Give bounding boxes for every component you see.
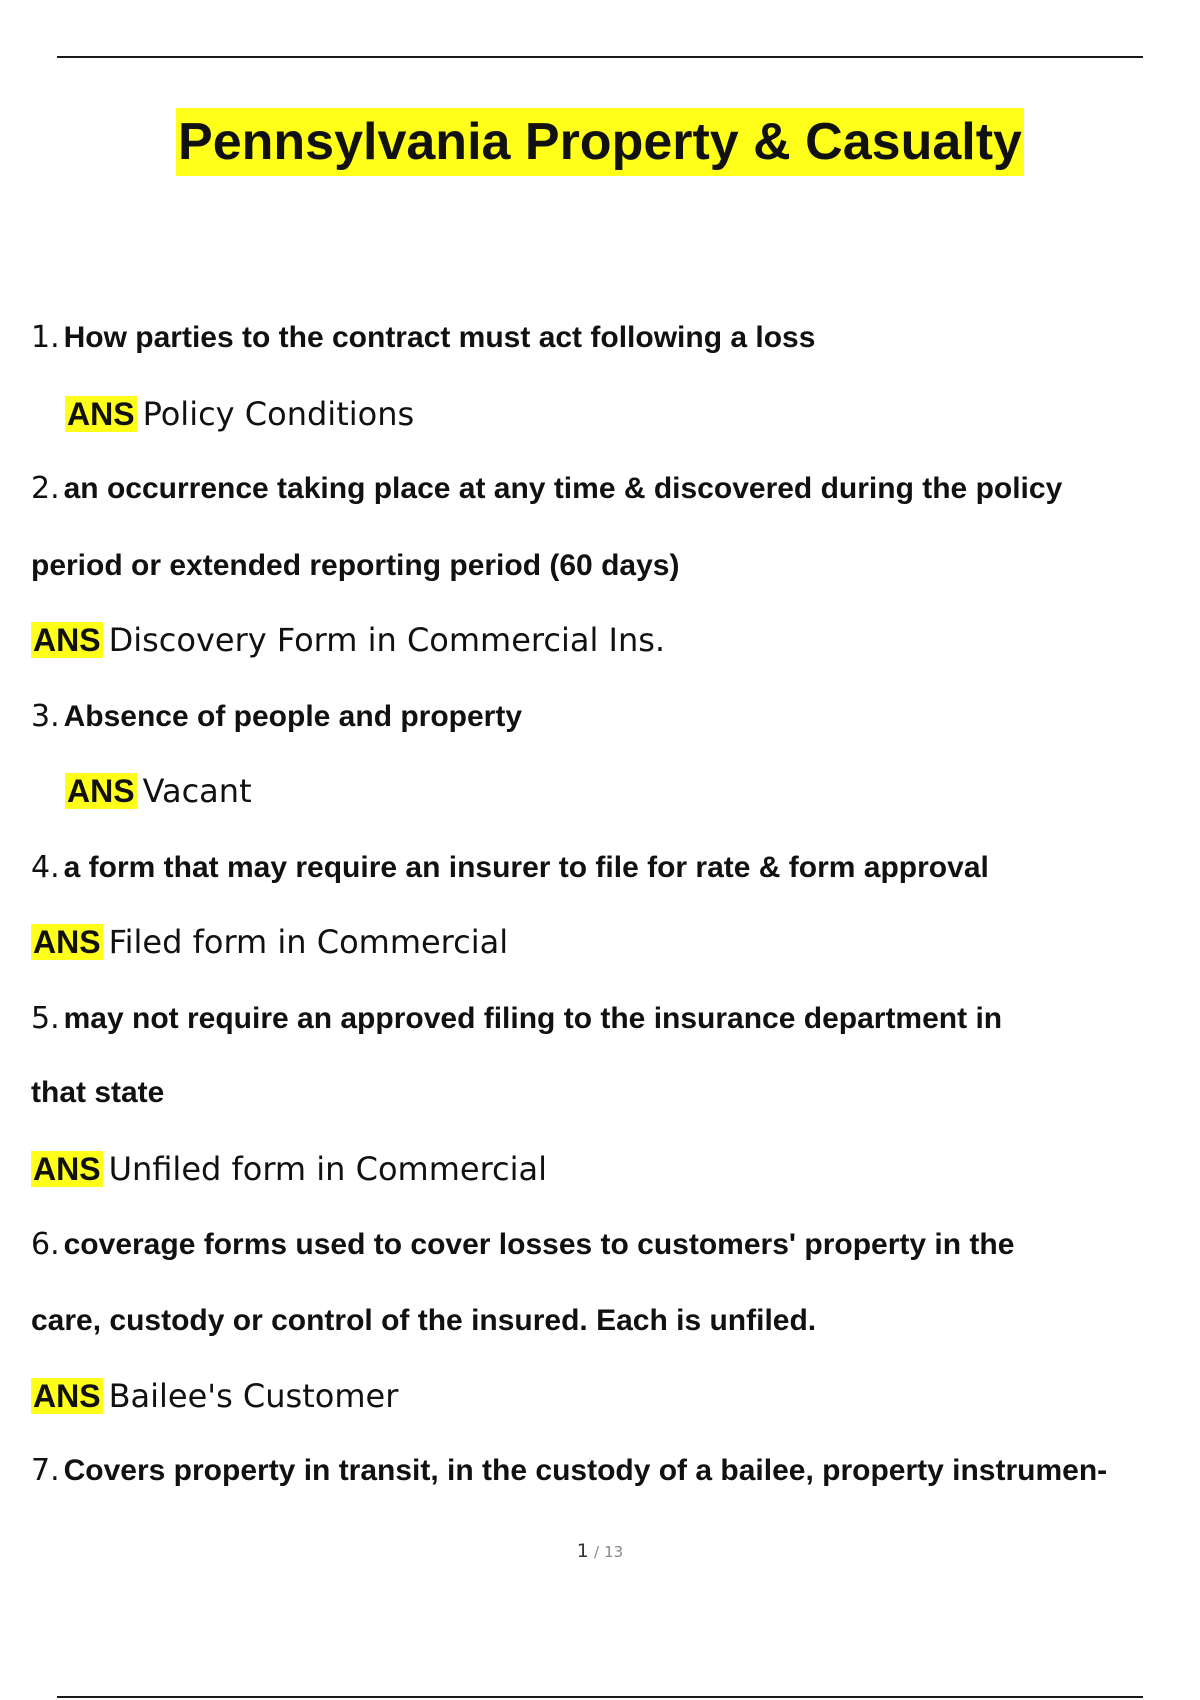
answer-text: Policy Conditions (142, 395, 415, 433)
top-rule (57, 56, 1143, 58)
question-2 (31, 469, 1062, 509)
question-4 (31, 848, 989, 888)
answer-text: Vacant (142, 772, 252, 810)
answer-label: ANS (33, 1151, 101, 1187)
question-text: coverage forms used to cover losses to customers' property in the (63, 1228, 1015, 1261)
current-page: 1 (576, 1540, 589, 1562)
answer-6 (31, 1376, 398, 1416)
answer-label: ANS (33, 1378, 101, 1414)
answer-label: ANS (67, 773, 135, 809)
question-6-continued (31, 1301, 816, 1341)
answer-text: Filed form in Commercial (108, 923, 509, 961)
question-text: that state (31, 1076, 165, 1109)
question-5 (31, 999, 1002, 1039)
answer-2 (31, 620, 665, 660)
question-number: 2. (31, 471, 60, 506)
question-text: an occurrence taking place at any time & discovered during the policy (63, 472, 1063, 505)
title-block (0, 108, 1200, 176)
total-pages: 13 (604, 1543, 624, 1561)
question-number: 3. (31, 699, 60, 734)
answer-3 (65, 771, 252, 811)
question-text: may not require an approved filing to the insurance department in (63, 1002, 1003, 1035)
question-text: Absence of people and property (63, 700, 523, 733)
answer-text: Discovery Form in Commercial Ins. (108, 621, 666, 659)
question-3 (31, 697, 522, 737)
answer-label: ANS (33, 924, 101, 960)
page-title: Pennsylvania Property & Casualty (176, 108, 1024, 176)
answer-1 (65, 394, 414, 434)
question-number: 4. (31, 850, 60, 885)
question-6 (31, 1225, 1014, 1265)
answer-4 (31, 922, 508, 962)
question-text: period or extended reporting period (60 days) (31, 549, 680, 582)
question-number: 7. (31, 1453, 60, 1488)
question-text: a form that may require an insurer to file for rate & form approval (63, 851, 989, 884)
answer-label: ANS (67, 396, 135, 432)
page-separator: / (593, 1543, 600, 1561)
question-1 (31, 318, 815, 358)
answer-text: Bailee's Customer (108, 1377, 399, 1415)
answer-5 (31, 1149, 547, 1189)
question-number: 1. (31, 320, 60, 355)
question-text: How parties to the contract must act following a loss (63, 321, 816, 354)
question-number: 5. (31, 1001, 60, 1036)
answer-label: ANS (33, 622, 101, 658)
question-number: 6. (31, 1227, 60, 1262)
bottom-rule (57, 1696, 1143, 1698)
answer-text: Unfiled form in Commercial (108, 1150, 547, 1188)
question-text: Covers property in transit, in the custody of a bailee, property instrumen- (63, 1454, 1108, 1487)
page-indicator (0, 1540, 1200, 1562)
question-5-continued (31, 1073, 164, 1113)
question-7 (31, 1451, 1107, 1491)
question-text: care, custody or control of the insured. Each is unfiled. (31, 1304, 817, 1337)
question-2-continued (31, 546, 679, 586)
